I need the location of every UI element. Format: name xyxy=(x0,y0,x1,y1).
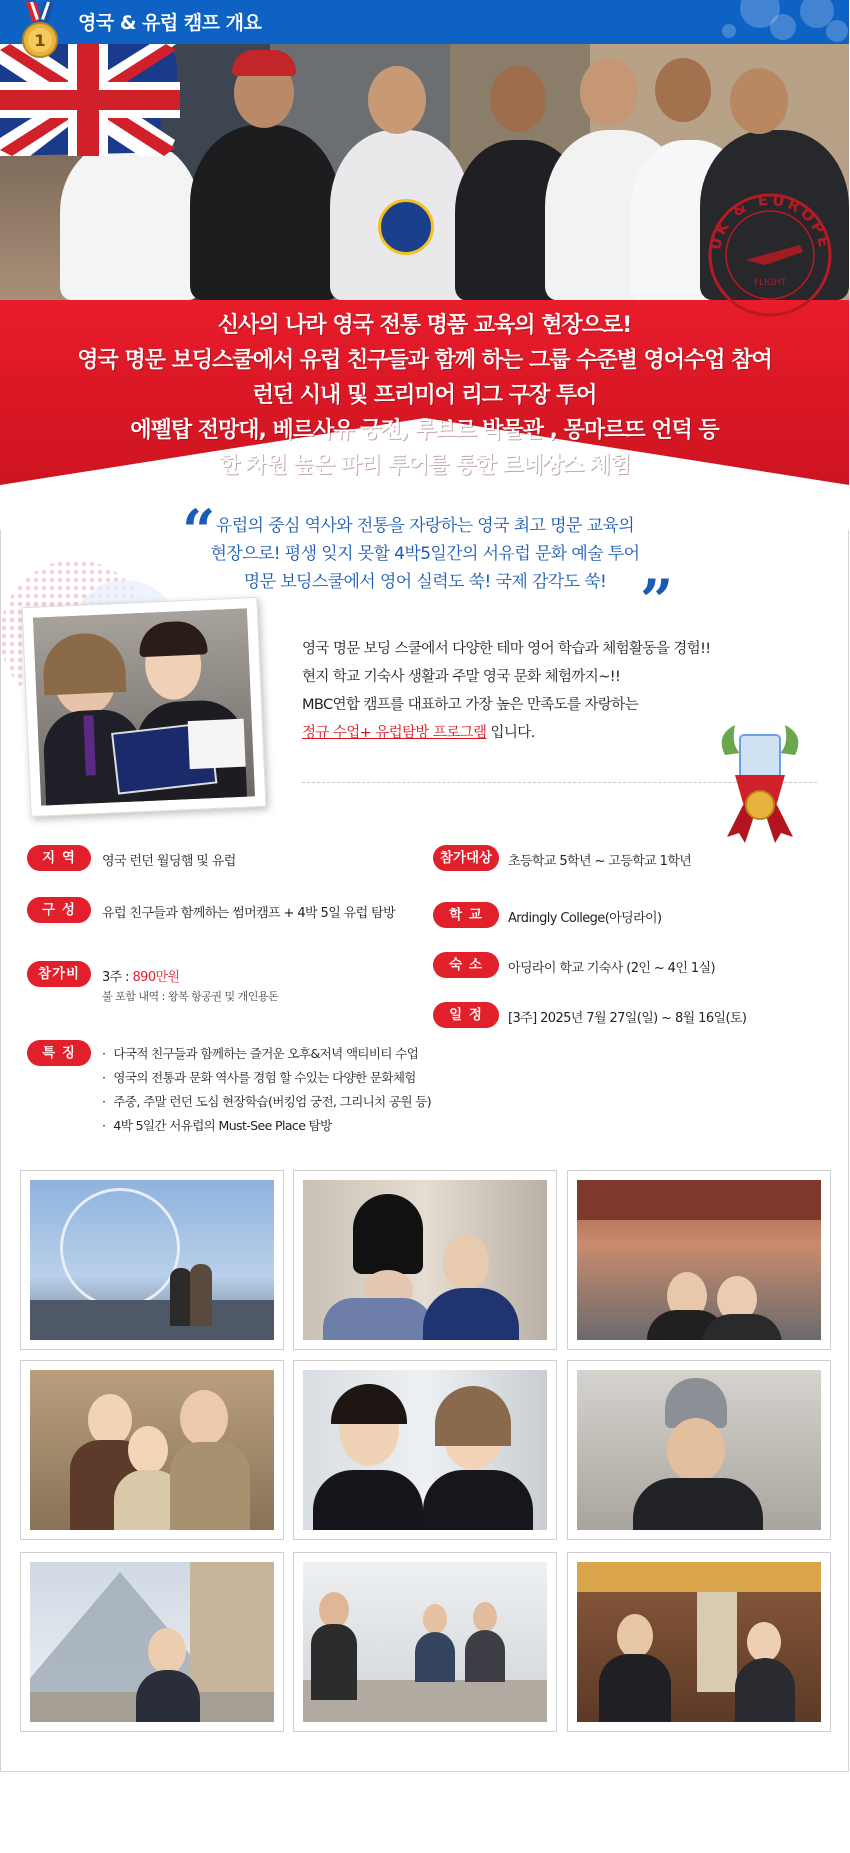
classroom-photo xyxy=(293,1552,557,1732)
uk-flag-icon xyxy=(0,44,190,156)
feature-item: · 다국적 친구들과 함께하는 즐거운 오후&저녁 액티비티 수업 xyxy=(102,1044,418,1062)
quote-line: 명문 보딩스쿨에서 영어 실력도 쑥! 국제 감각도 쑥! xyxy=(243,572,607,592)
london-eye-photo xyxy=(20,1170,284,1350)
fee-note: 불 포함 내역 : 왕복 항공권 및 개인용돈 xyxy=(102,990,279,1003)
london-market-photo xyxy=(567,1170,831,1350)
knight-helmet-photo xyxy=(567,1360,831,1540)
fee-amount: 890만원 xyxy=(132,970,180,985)
fee-value xyxy=(102,966,179,985)
fee-label: 참가비 xyxy=(27,961,91,987)
close-quote-icon: ” xyxy=(640,567,674,635)
highlight-line: 에펠탑 전망대, 베르사유 궁전, 루브르 박물관 , 몽마르뜨 언덕 등 xyxy=(130,418,719,443)
award-trophy-icon xyxy=(705,715,815,845)
feature-item: · 4박 5일간 서유럽의 Must-See Place 탐방 xyxy=(102,1116,332,1134)
features-label: 특 징 xyxy=(27,1040,91,1066)
classmates-photo xyxy=(293,1360,557,1540)
school-label: 학 교 xyxy=(433,902,499,928)
quote-line: 현장으로! 평생 잊지 못할 4박5일간의 서유럽 문화 예술 투어 xyxy=(210,544,640,564)
target-value: 초등학교 5학년 ~ 고등학교 1학년 xyxy=(508,854,692,869)
stamp-text: UK & EUROPE xyxy=(705,190,834,252)
composition-label: 구 성 xyxy=(27,897,91,923)
lodging-label: 숙 소 xyxy=(433,952,499,978)
target-label: 참가대상 xyxy=(433,845,499,871)
composition-value: 유럽 친구들과 함께하는 썸머캠프 + 4박 5일 유럽 탐방 xyxy=(102,906,396,921)
highlight-line: 런던 시내 및 프리미어 리그 구장 투어 xyxy=(252,383,597,408)
fee-prefix: 3주 : xyxy=(102,970,133,985)
region-label: 지 역 xyxy=(27,845,91,871)
airplane-icon xyxy=(745,245,803,265)
highlight-line: 신사의 나라 영국 전통 명품 교육의 현장으로! xyxy=(217,313,632,338)
feature-item: · 주중, 주말 런던 도심 현장학습(버킹엄 궁전, 그리니치 공원 등) xyxy=(102,1092,431,1110)
quote-block xyxy=(120,512,730,596)
costume-photo xyxy=(20,1360,284,1540)
royal-guard-photo xyxy=(293,1170,557,1350)
intro-line: 현지 학교 기숙사 생활과 주말 영국 문화 체험까지~!! xyxy=(302,669,621,685)
open-quote-icon: “ xyxy=(182,497,216,565)
medal-icon xyxy=(18,2,62,60)
louvre-pyramid-photo xyxy=(20,1552,284,1732)
highlights-banner xyxy=(0,300,849,530)
cheese-shop-photo xyxy=(567,1552,831,1732)
intro-line: MBC연합 캠프를 대표하고 가장 높은 만족도를 자랑하는 xyxy=(302,697,639,713)
schedule-value: [3주] 2025년 7월 27일(일) ~ 8월 16일(토) xyxy=(508,1011,747,1026)
section-title: 영국 & 유럽 캠프 개요 xyxy=(78,12,262,34)
lodging-value: 아딩라이 학교 기숙사 (2인 ~ 4인 1실) xyxy=(508,961,715,976)
uk-europe-stamp xyxy=(705,190,835,320)
program-link[interactable]: 정규 수업+ 유럽탐방 프로그램 xyxy=(302,725,487,741)
quote-line: 유럽의 중심 역사와 전통을 자랑하는 영국 최고 명문 교육의 xyxy=(215,516,635,536)
students-certificate-photo xyxy=(22,597,267,817)
highlight-line: 한 차원 높은 파리 투어를 통한 르네상스 체험 xyxy=(218,453,631,478)
feature-item: · 영국의 전통과 문화 역사를 경험 할 수있는 다양한 문화체험 xyxy=(102,1068,416,1086)
school-value: Ardingly College(아딩라이) xyxy=(508,911,662,926)
schedule-label: 일 정 xyxy=(433,1002,499,1028)
region-value: 영국 런던 월딩햄 및 유럽 xyxy=(102,854,236,869)
highlight-line: 영국 명문 보딩스쿨에서 유럽 친구들과 함께 하는 그룹 수준별 영어수업 참여 xyxy=(77,348,772,373)
medal-number: 1 xyxy=(34,31,46,50)
stamp-sub: FLIGHT xyxy=(753,278,787,288)
intro-suffix: 입니다. xyxy=(486,725,535,741)
intro-line: 영국 명문 보딩 스쿨에서 다양한 테마 영어 학습과 체험활동을 경험!! xyxy=(302,641,711,657)
